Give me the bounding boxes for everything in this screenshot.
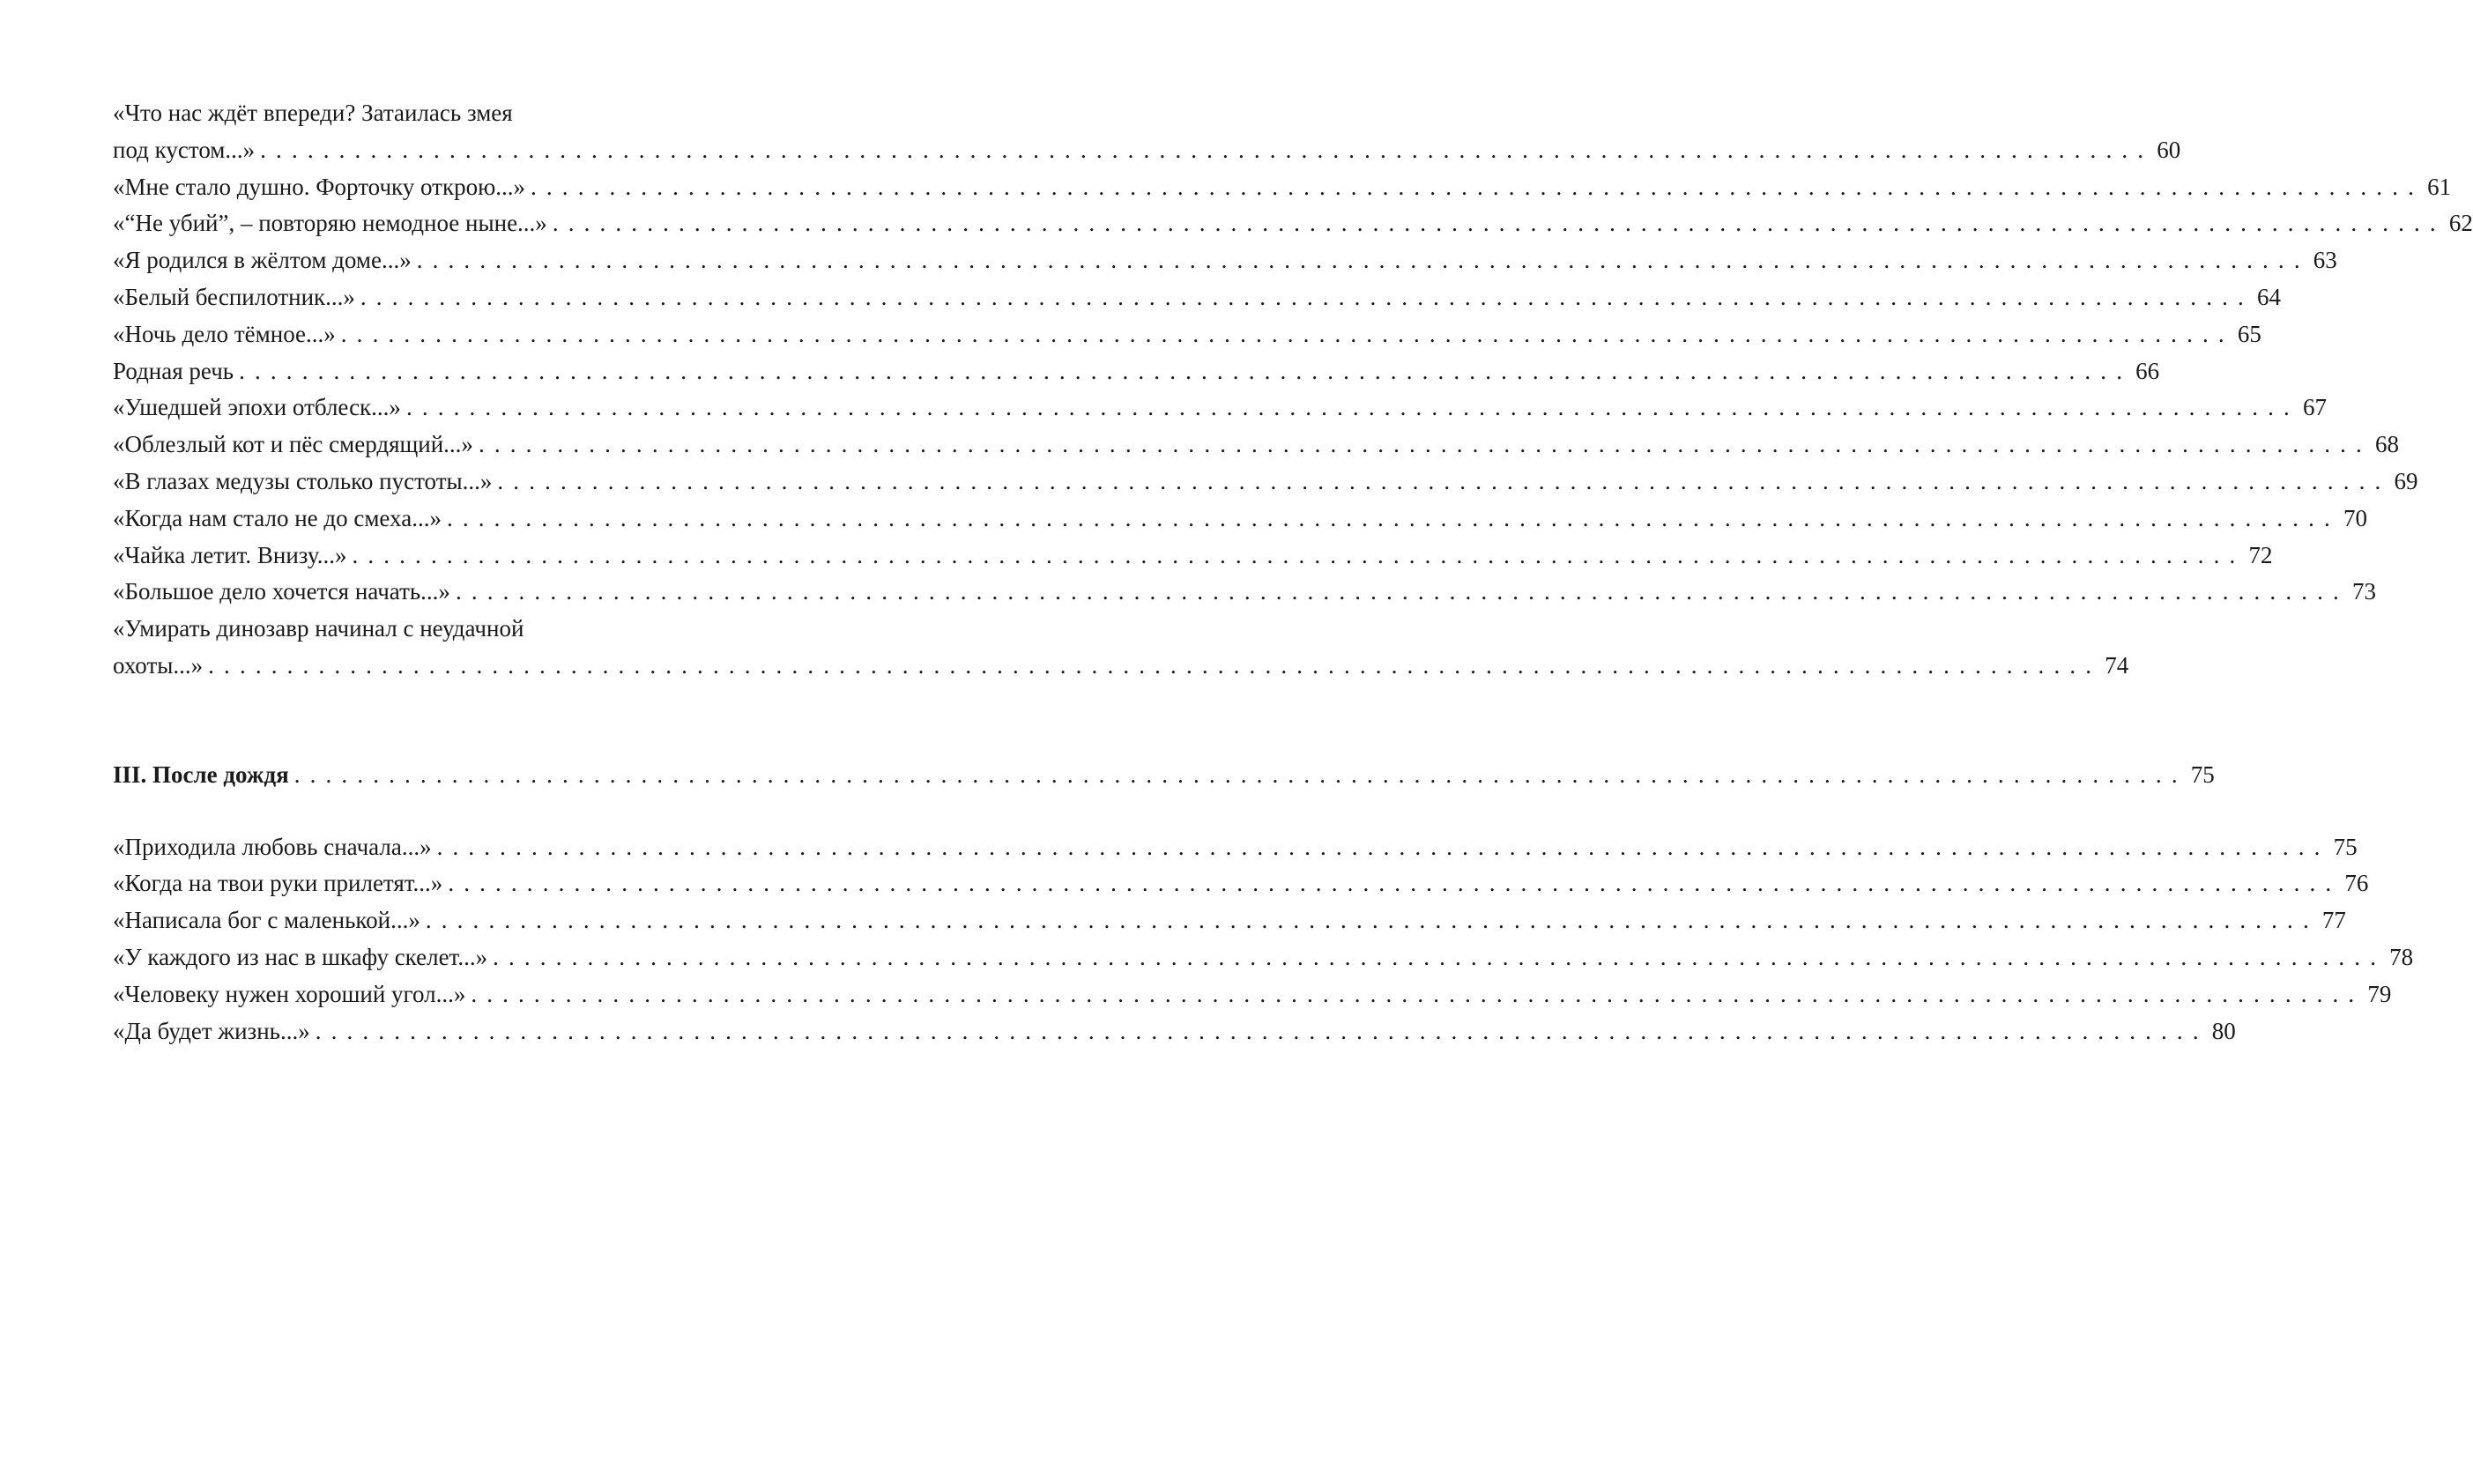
dot-leader: . . . . . . . . . . . . . . . . . . . . . . . . . . . . . . . . . . . . . . . . . . . . . . . . . . . . . . . . . . . . . . . . . . . . . . . . . . . . . . . . . . . . . . . . . . . . . . . . . . . . . . . . . . . . . . . . . . . . . . . . [493,943,2379,970]
toc-entry-first-line: «Умирать динозавр начинал с неудачной [113,615,524,642]
toc-entry-row [113,132,2181,169]
dot-leader: . . . . . . . . . . . . . . . . . . . . . . . . . . . . . . . . . . . . . . . . . . . . . . . . . . . . . . . . . . . . . . . . . . . . . . . . . . . . . . . . . . . . . . . . . . . . . . . . . . . . . . . . . . . . . . . . . . . . . . . . [471,980,2357,1007]
toc-entry-row [113,279,2281,316]
toc-entry-row [113,939,2414,976]
toc-entry-row [113,242,2337,279]
toc-entry-title: «Большое дело хочется начать...» [113,578,450,605]
dot-leader: . . . . . . . . . . . . . . . . . . . . . . . . . . . . . . . . . . . . . . . . . . . . . . . . . . . . . . . . . . . . . . . . . . . . . . . . . . . . . . . . . . . . . . . . . . . . . . . . . . . . . . . . . . . . . . . . . . . . . . . . [416,247,2302,274]
toc-entry-row [113,169,2452,206]
toc-entry-title: «Белый беспилотник...» [113,283,355,310]
toc-entry-row [113,1013,2236,1050]
toc-entry [113,353,2160,390]
toc-entry-page-number: 65 [2237,320,2261,347]
toc-entry [113,538,2273,575]
toc-entry-title: «Ушедшей эпохи отблеск...» [113,394,401,421]
toc-entry-row [113,574,2376,611]
dot-leader: . . . . . . . . . . . . . . . . . . . . . . . . . . . . . . . . . . . . . . . . . . . . . . . . . . . . . . . . . . . . . . . . . . . . . . . . . . . . . . . . . . . . . . . . . . . . . . . . . . . . . . . . . . . . . . . . . . . . . . . . [446,504,2332,531]
toc-entry-title: «Ночь дело тёмное...» [113,320,336,347]
dot-leader: . . . . . . . . . . . . . . . . . . . . . . . . . . . . . . . . . . . . . . . . . . . . . . . . . . . . . . . . . . . . . . . . . . . . . . . . . . . . . . . . . . . . . . . . . . . . . . . . . . . . . . . . . . . . . . . . . . . . . . . . [239,357,2125,384]
toc-entry-row [113,205,2473,242]
toc-entry [113,865,2369,902]
toc-entry-row [113,353,2160,390]
toc-entry [113,464,2418,501]
dot-leader: . . . . . . . . . . . . . . . . . . . . . . . . . . . . . . . . . . . . . . . . . . . . . . . . . . . . . . . . . . . . . . . . . . . . . . . . . . . . . . . . . . . . . . . . . . . . . . . . . . . . . . . . . . . . . . . . . . . . . . . . [405,394,2291,421]
toc-entry-page-number: 80 [2211,1017,2236,1044]
toc-entry-title: «Мне стало душно. Форточку открою...» [113,173,525,200]
toc-entry [113,501,2367,538]
section-page-number: 75 [2190,761,2215,788]
toc-entry [113,205,2473,242]
dot-leader: . . . . . . . . . . . . . . . . . . . . . . . . . . . . . . . . . . . . . . . . . . . . . . . . . . . . . . . . . . . . . . . . . . . . . . . . . . . . . . . . . . . . . . . . . . . . . . . . . . . . . . . . . . . . . . . . . . . . . . . . [352,541,2238,568]
toc-entry [113,427,2399,464]
toc-section-heading [113,757,2215,794]
toc-group-2 [113,829,2414,1050]
section-title: III. После дождя [113,761,289,788]
toc-entry [113,390,2327,427]
dot-leader: . . . . . . . . . . . . . . . . . . . . . . . . . . . . . . . . . . . . . . . . . . . . . . . . . . . . . . . . . . . . . . . . . . . . . . . . . . . . . . . . . . . . . . . . . . . . . . . . . . . . . . . . . . . . . . . . . . . . . . . . [360,283,2246,310]
toc-entry [113,611,2129,685]
toc-entry-page-number: 64 [2256,283,2281,310]
dot-leader: . . . . . . . . . . . . . . . . . . . . . . . . . . . . . . . . . . . . . . . . . . . . . . . . . . . . . . . . . . . . . . . . . . . . . . . . . . . . . . . . . . . . . . . . . . . . . . . . . . . . . . . . . . . . . . . . . . . . . . . . [208,651,2094,679]
toc-entry [113,902,2346,939]
dot-leader: . . . . . . . . . . . . . . . . . . . . . . . . . . . . . . . . . . . . . . . . . . . . . . . . . . . . . . . . . . . . . . . . . . . . . . . . . . . . . . . . . . . . . . . . . . . . . . . . . . . . . . . . . . . . . . . . . . . . . . . . [552,210,2438,237]
dot-leader: . . . . . . . . . . . . . . . . . . . . . . . . . . . . . . . . . . . . . . . . . . . . . . . . . . . . . . . . . . . . . . . . . . . . . . . . . . . . . . . . . . . . . . . . . . . . . . . . . . . . . . . . . . . . . . . . . . . . . . . . [436,833,2322,860]
dot-leader: . . . . . . . . . . . . . . . . . . . . . . . . . . . . . . . . . . . . . . . . . . . . . . . . . . . . . . . . . . . . . . . . . . . . . . . . . . . . . . . . . . . . . . . . . . . . . . . . . . . . . . . . . . . . . . . . . . . . . . . . [455,578,2341,605]
toc-entry [113,279,2281,316]
toc-entry [113,169,2452,206]
toc-entry-page-number: 62 [2448,210,2473,237]
toc-entry-row [113,865,2369,902]
toc-entry-title: «В глазах медузы столько пустоты...» [113,467,493,494]
toc-entry-page-number: 69 [2394,467,2418,494]
toc-entry-row [113,501,2367,538]
toc-entry-page-number: 61 [2427,173,2452,200]
toc-entry-page-number: 79 [2367,980,2392,1007]
toc-entry [113,829,2358,866]
toc-entry-page-number: 76 [2344,870,2369,897]
toc-entry-page-number: 75 [2333,833,2358,860]
toc-entry-page-number: 67 [2303,394,2327,421]
toc-entry-title: «Человеку нужен хороший угол...» [113,980,466,1007]
toc-entry-page-number: 74 [2105,651,2129,679]
toc-entry [113,1013,2236,1050]
toc-entry-page-number: 66 [2135,357,2160,384]
dot-leader: . . . . . . . . . . . . . . . . . . . . . . . . . . . . . . . . . . . . . . . . . . . . . . . . . . . . . . . . . . . . . . . . . . . . . . . . . . . . . . . . . . . . . . . . . . . . . . . . . . . . . . . . . . . . . . . . . . . . . . . . [531,173,2417,200]
toc-entry-title: «Написала бог с маленькой...» [113,907,420,934]
toc-section-row [113,757,2215,794]
toc-entry [113,95,2181,169]
toc-entry-row [113,902,2346,939]
toc-entry-page-number: 73 [2352,578,2376,605]
toc-entry [113,242,2337,279]
toc-entry-title: «Да будет жизнь...» [113,1017,310,1044]
toc-entry-first-line: «Что нас ждёт впереди? Затаилась змея [113,100,513,126]
toc-entry-row [113,976,2392,1013]
toc-entry-title: «Я родился в жёлтом доме...» [113,247,412,274]
dot-leader: . . . . . . . . . . . . . . . . . . . . . . . . . . . . . . . . . . . . . . . . . . . . . . . . . . . . . . . . . . . . . . . . . . . . . . . . . . . . . . . . . . . . . . . . . . . . . . . . . . . . . . . . . . . . . . . . . . . . . . . . [497,467,2383,494]
toc-entry-title: «“Не убий”, – повторяю немодное ныне...» [113,210,547,237]
toc-entry-title: охоты...» [113,651,204,679]
toc-entry-row [113,648,2129,685]
toc-entry-row [113,390,2327,427]
toc-entry-title: «Когда нам стало не до смеха...» [113,504,442,531]
toc-entry-title: «Чайка летит. Внизу...» [113,541,347,568]
toc-entry-page-number: 68 [2375,431,2399,458]
toc-entry-page-number: 60 [2157,136,2181,163]
table-of-contents [113,95,2473,1050]
toc-entry-row [113,427,2399,464]
dot-leader: . . . . . . . . . . . . . . . . . . . . . . . . . . . . . . . . . . . . . . . . . . . . . . . . . . . . . . . . . . . . . . . . . . . . . . . . . . . . . . . . . . . . . . . . . . . . . . . . . . . . . . . . . . . . . . . . . . . . . . . . [260,136,2146,163]
dot-leader: . . . . . . . . . . . . . . . . . . . . . . . . . . . . . . . . . . . . . . . . . . . . . . . . . . . . . . . . . . . . . . . . . . . . . . . . . . . . . . . . . . . . . . . . . . . . . . . . . . . . . . . . . . . . . . . . . . . . . . . . [315,1017,2201,1044]
toc-entry-title: «У каждого из нас в шкафу скелет...» [113,943,488,970]
toc-entry-page-number: 63 [2313,247,2337,274]
dot-leader: . . . . . . . . . . . . . . . . . . . . . . . . . . . . . . . . . . . . . . . . . . . . . . . . . . . . . . . . . . . . . . . . . . . . . . . . . . . . . . . . . . . . . . . . . . . . . . . . . . . . . . . . . . . . . . . . . . . . . . . . [293,761,2180,788]
toc-entry-page-number: 77 [2321,907,2346,934]
toc-entry-title: «Приходила любовь сначала...» [113,833,432,860]
toc-entry-title: «Облезлый кот и пёс смердящий...» [113,431,473,458]
toc-entry-row [113,538,2273,575]
toc-group-1 [113,95,2473,685]
toc-entry-title: Родная речь [113,357,234,384]
toc-entry-row [113,316,2261,353]
dot-leader: . . . . . . . . . . . . . . . . . . . . . . . . . . . . . . . . . . . . . . . . . . . . . . . . . . . . . . . . . . . . . . . . . . . . . . . . . . . . . . . . . . . . . . . . . . . . . . . . . . . . . . . . . . . . . . . . . . . . . . . . [478,431,2364,458]
toc-entry [113,939,2414,976]
toc-entry-page-number: 72 [2248,541,2273,568]
dot-leader: . . . . . . . . . . . . . . . . . . . . . . . . . . . . . . . . . . . . . . . . . . . . . . . . . . . . . . . . . . . . . . . . . . . . . . . . . . . . . . . . . . . . . . . . . . . . . . . . . . . . . . . . . . . . . . . . . . . . . . . . [425,907,2311,934]
toc-entry [113,316,2261,353]
toc-entry-page-number: 78 [2389,943,2414,970]
toc-entry [113,574,2376,611]
toc-entry-row [113,464,2418,501]
toc-entry-title: «Когда на твои руки прилетят...» [113,870,443,897]
toc-entry-page-number: 70 [2343,504,2367,531]
toc-entry [113,976,2392,1013]
toc-entry-title: под кустом...» [113,136,256,163]
toc-entry-row [113,829,2358,866]
dot-leader: . . . . . . . . . . . . . . . . . . . . . . . . . . . . . . . . . . . . . . . . . . . . . . . . . . . . . . . . . . . . . . . . . . . . . . . . . . . . . . . . . . . . . . . . . . . . . . . . . . . . . . . . . . . . . . . . . . . . . . . . [340,320,2226,347]
dot-leader: . . . . . . . . . . . . . . . . . . . . . . . . . . . . . . . . . . . . . . . . . . . . . . . . . . . . . . . . . . . . . . . . . . . . . . . . . . . . . . . . . . . . . . . . . . . . . . . . . . . . . . . . . . . . . . . . . . . . . . . . [448,870,2334,897]
